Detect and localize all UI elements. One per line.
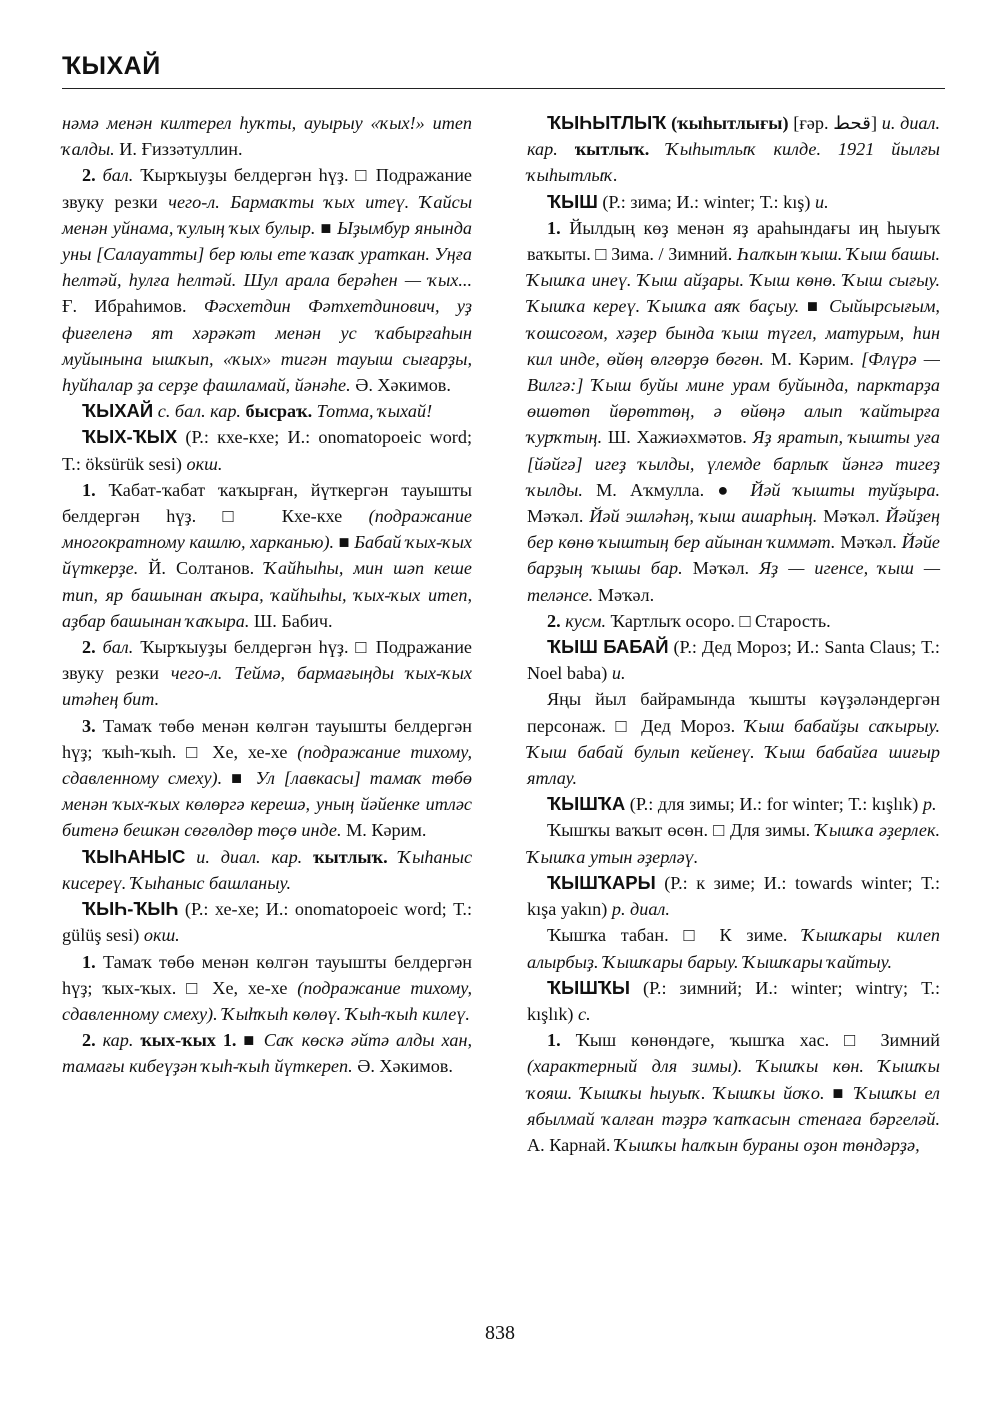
dictionary-entry-paragraph: ҠЫШ (Р.: зима; И.: winter; Т.: kış) и. [547, 190, 829, 212]
dictionary-entry-paragraph: 2. кар. ҡых-ҡых 1. ■ Саҡ көскә әйтә алды хан, тамағы кибеүҙән ҡыһ-ҡыһ йүткереп. Ә. Хәкимов. [62, 1030, 473, 1077]
header-rule [62, 88, 945, 89]
dictionary-entry-paragraph: Ҡышҡа табан. □ К зиме. Ҡышҡары килеп алырбыҙ. Ҡышҡары барыу. Ҡышҡары ҡайтыу. [527, 925, 940, 972]
dictionary-entry-paragraph: ҠЫҺ-ҠЫҺ (Р.: хе-хе; И.: onomatopoeic word; Т.: gülüş sesi) окш. [62, 898, 472, 946]
right-column [527, 110, 940, 1158]
dictionary-entry-paragraph: ҠЫШҠАРЫ (Р.: к зиме; И.: towards winter; Т.: kışa yakın) р. диал. [527, 871, 940, 920]
dictionary-entry-paragraph: ҠЫҺЫТЛЫҠ (ҡыһытлығы) [ғәр. قحط] и. диал. кар. ҡытлыҡ. Ҡыһытлыҡ килде. 1921 йылғы ҡыһытлыҡ. [527, 112, 940, 186]
dictionary-entry-paragraph: Ҡышҡы ваҡыт өсөн. □ Для зимы. Ҡышҡа әҙерлек. Ҡышҡа утын әҙерләү. [527, 820, 941, 867]
dictionary-entry-paragraph: 1. Ҡыш көнөндәге, ҡышҡа хас. □ Зимний (характерный для зимы). Ҡышҡы көн. Ҡышҡы ҡояш. Ҡышҡы һыуыҡ. Ҡышҡы йоҡо. ■ Ҡышҡы ел ябылмай ҡалған тәҙрә ҡапҡасын стенаға бәргеләй. А. Карнай. Ҡышҡы һалҡын бураны оҙон төндәрҙә, [527, 1030, 940, 1155]
dictionary-entry-paragraph: ҠЫХАЙ с. бал. кар. бысраҡ. Тотма, ҡыхай! [82, 400, 433, 422]
page-number: 838 [485, 1322, 515, 1344]
dictionary-entry-paragraph: 2. бал. Ҡырҡыуҙы белдергән һүҙ. □ Подражание звуку резки чего-л. Бармаҡты ҡых итеү. Ҡайсы менән уйнама, ҡулың ҡых булыр. ■ Ыҙымбур янында уны [Салауатты] бер юлы ете ҡазаҡ ураткан. Уңға һелтәй, һулға һелтәй. Шул арала берәһен — ҡых... Ғ. Ибраһимов. Фәсхетдин Фәтхетдинович, уҙ фиғеленә ят хәрәкәт менән ус ҡабырғаһын муйынына ышҡып, «ҡых» тигән тауыш сығарҙы, һуйһалар ҙа серҙе фашламай, йәнәһе. Ә. Хәкимов. [62, 165, 473, 396]
left-column [62, 110, 472, 1080]
dictionary-entry-paragraph: 1. Ҡабат-ҡабат ҡаҡырған, йүткергән тауышты белдергән һүҙ. □ Кхе-кхе (подражание многократному кашлю, харканью). ■ Бабай ҡых-ҡых йүткерҙе. Й. Солтанов. Ҡайһыһы, мин шәп кеше тип, яр башынан аҡыра, ҡайһыһы, ҡых-ҡых итеп, аҙбар башынан ҡаҡыра. Ш. Бабич. [62, 479, 472, 631]
dictionary-entry-paragraph: нәмә менән килтерел һуҡты, ауырыу «ҡых!» итеп ҡалды. И. Ғиззәтуллин. [62, 113, 472, 160]
dictionary-entry-paragraph: 1. Тамаҡ төбө менән көлгән тауышты белдергән һүҙ; ҡых-ҡых. □ Хе, хе-хе (подражание тихому, сдавленному смеху). Ҡыһҡыһ көлөү. Ҡыһ-ҡыһ килеү. [62, 951, 472, 1024]
dictionary-entry-paragraph: ҠЫШҠЫ (Р.: зимний; И.: winter; wintry; Т.: kışlık) с. [527, 976, 940, 1024]
dictionary-entry-paragraph: ҠЫҺАНЫС и. диал. кар. ҡытлыҡ. Ҡыһаныс кисереү. Ҡыһаныс башланыу. [62, 845, 473, 893]
dictionary-entry-paragraph: 2. кусм. Ҡартлыҡ осоро. □ Старость. [547, 610, 831, 631]
dictionary-entry-paragraph: ҠЫШҠА (Р.: для зимы; И.: for winter; Т.: kışlık) р. [547, 793, 937, 815]
dictionary-entry-paragraph: Яңы йыл байрамында ҡышты кәүҙәләндергән персонаж. □ Дед Мороз. Ҡыш бабайҙы саҡырыу. Ҡыш бабай булып кейенеү. Ҡыш бабайға шиғыр ятлау. [527, 689, 940, 789]
dictionary-entry-paragraph: 1. Йылдың көҙ менән яҙ араһындағы иң һыуыҡ ваҡыты. □ Зима. / Зимний. Һалҡын ҡыш. Ҡыш башы. Ҡышҡа инеү. Ҡыш айҙары. Ҡыш көнө. Ҡыш сығыу. Ҡышҡа кереү. Ҡышҡа аяҡ баҫыу. ■ Сыйырсығым, ҡошсоғом, хәҙер бында ҡыш түгел, матурым, һин кил инде, өйөң өлгөрҙө бөгөн. М. Кәрим. [Флүрә — Вилгә:] Ҡыш буйы мине урам буйында, парктарҙа өшөтөп йөрөттөң, ә өйөңә алып ҡайтырға ҡурҡтың. Ш. Хажиәхмәтов. Яҙ яратып, ҡышты уға [йәйгә] игеҙ ҡылды, үлемде барлыҡ йәнгә тигеҙ ҡылды. М. Аҡмулла. ● Йәй ҡышты туйҙыра. Мәҡәл. Йәй эшләһәң, ҡыш ашарһың. Мәҡәл. Йәйҙең бер көнө ҡыштың бер айынан ҡиммәт. Мәҡәл. Йәйе барҙың ҡышы бар. Мәҡәл. Яҙ — игенсе, ҡыш — теләнсе. Мәҡәл. [527, 217, 941, 605]
dictionary-entry-paragraph: 2. бал. Ҡырҡыуҙы белдергән һүҙ. □ Подражание звуку резки чего-л. Теймә, бармағыңды ҡых-ҡых итәһең бит. [62, 637, 472, 710]
running-head: ҠЫХАЙ [62, 52, 161, 80]
dictionary-entry-paragraph: ҠЫШ БАБАЙ (Р.: Дед Мороз; И.: Santa Claus; Т.: Noel baba) и. [527, 636, 940, 684]
dictionary-entry-paragraph: 3. Тамаҡ төбө менән көлгән тауышты белдергән һүҙ; ҡыһ-ҡыһ. □ Хе, хе-хе (подражание тихому, сдавленному смеху). ■ Ул [лавкасы] тамаҡ төбө менән ҡых-ҡых көлөргә керешә, уның йәйенке итләс битенә бешкән сөгөлдөр төҫө инде. М. Кәрим. [62, 715, 472, 841]
dictionary-entry-paragraph: ҠЫХ-ҠЫХ (Р.: кхе-кхе; И.: onomatopoeic word; Т.: öksürük sesi) окш. [62, 426, 472, 474]
